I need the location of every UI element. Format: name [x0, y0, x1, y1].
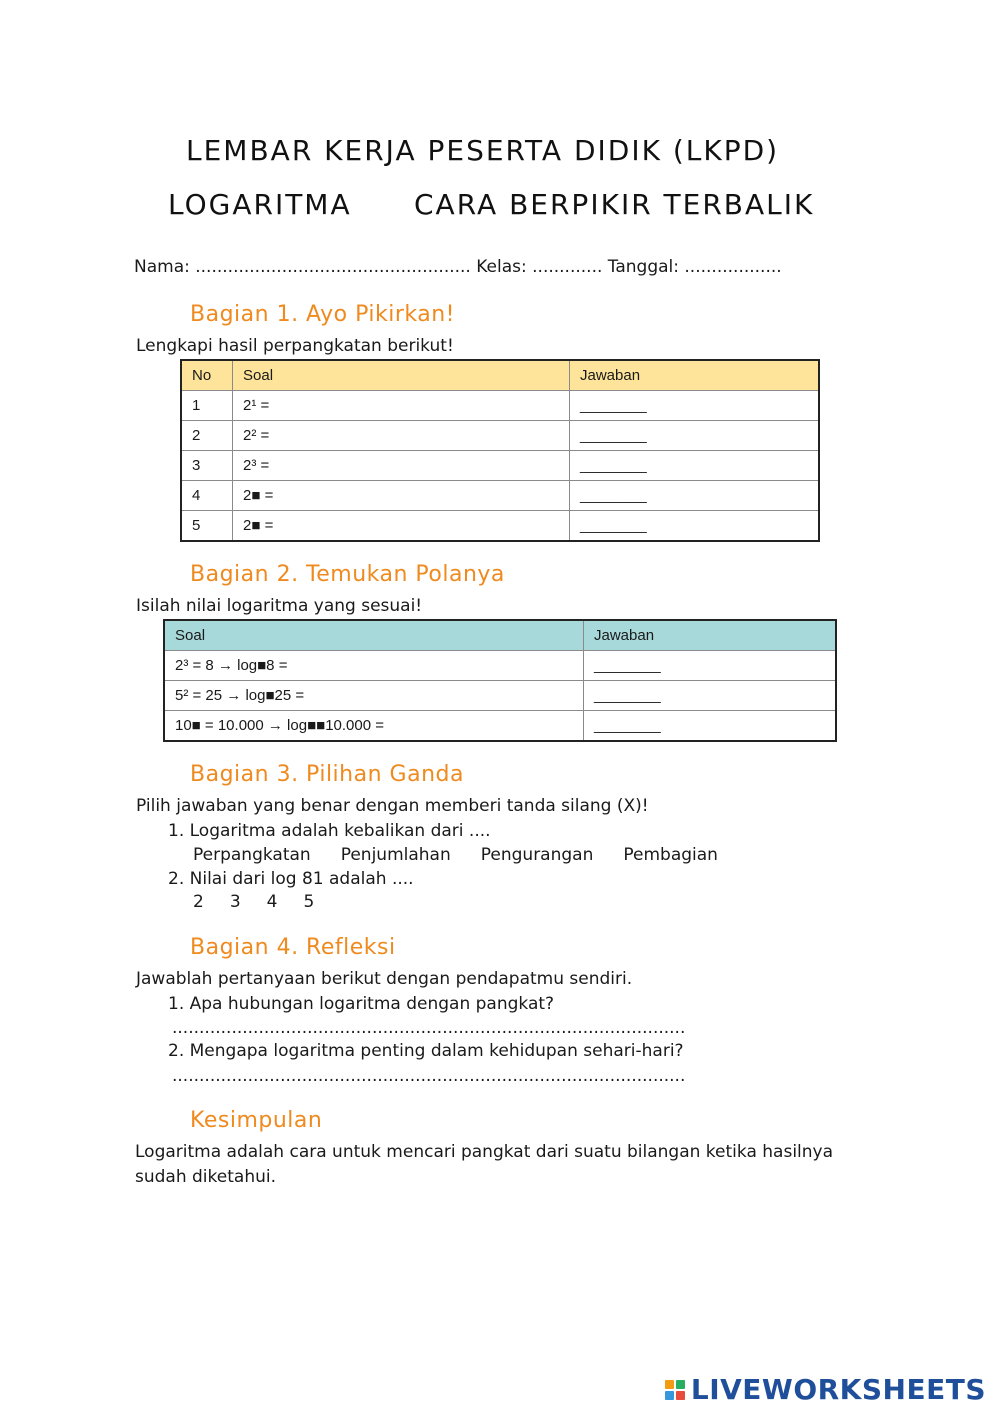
table-row [164, 711, 836, 742]
option-penjumlahan[interactable]: Penjumlahan [340, 845, 451, 865]
section-3-heading: Bagian 3. Pilihan Ganda [190, 762, 464, 787]
option-2[interactable]: 2 [193, 892, 204, 912]
section-1-instruction: Lengkapi hasil perpangkatan berikut! [136, 336, 454, 356]
answer-blank[interactable]: ________ [570, 391, 820, 421]
row-soal: 10■ = 10.000 → log■■10.000 = [164, 711, 584, 742]
option-pengurangan[interactable]: Pengurangan [480, 845, 594, 865]
section-4-instruction: Jawablah pertanyaan berikut dengan pendapatmu sendiri. [136, 969, 633, 989]
liveworksheets-logo[interactable] [665, 1373, 986, 1406]
answer-blank[interactable]: ________ [570, 421, 820, 451]
logarithm-table [163, 619, 837, 742]
logo-square-icon [676, 1391, 685, 1400]
row-no: 5 [181, 511, 233, 542]
row-soal: 2² = [233, 421, 570, 451]
reflection-answer-line-1[interactable]: ............................................................................................... [172, 1018, 686, 1038]
logarithm-table-header [164, 620, 836, 651]
logo-square-icon [676, 1380, 685, 1389]
answer-blank[interactable]: ________ [584, 651, 837, 681]
option-5[interactable]: 5 [303, 892, 315, 912]
option-perpangkatan[interactable]: Perpangkatan [193, 845, 311, 865]
answer-blank[interactable]: ________ [570, 511, 820, 542]
table-row [181, 511, 819, 542]
row-soal: 2¹ = [233, 391, 570, 421]
mc-question-2-options [193, 892, 344, 912]
logo-square-icon [665, 1380, 674, 1389]
row-no: 4 [181, 481, 233, 511]
student-info-line[interactable]: Nama: ................................................... Kelas: ............. Tanggal: .................. [134, 257, 782, 277]
answer-blank[interactable]: ________ [584, 711, 837, 742]
logo-square-icon [665, 1391, 674, 1400]
col-jawaban: Jawaban [584, 620, 837, 651]
conclusion-line-1: Logaritma adalah cara untuk mencari pangkat dari suatu bilangan ketika hasilnya [135, 1142, 834, 1162]
table-row [181, 421, 819, 451]
logo-grid-icon [665, 1380, 685, 1400]
title-line-2-right: CARA BERPIKIR TERBALIK [414, 188, 815, 221]
row-soal: 2³ = 8 → log■8 = [164, 651, 584, 681]
section-4-heading: Bagian 4. Refleksi [190, 935, 396, 960]
section-1-heading: Bagian 1. Ayo Pikirkan! [190, 302, 455, 327]
option-pembagian[interactable]: Pembagian [623, 845, 718, 865]
answer-blank[interactable]: ________ [570, 481, 820, 511]
col-soal: Soal [164, 620, 584, 651]
mc-question-1: 1. Logaritma adalah kebalikan dari .... [168, 821, 491, 841]
option-3[interactable]: 3 [229, 892, 241, 912]
col-soal: Soal [233, 360, 570, 391]
table-row [164, 681, 836, 711]
power-table [180, 359, 820, 542]
section-2-heading: Bagian 2. Temukan Polanya [190, 562, 505, 587]
row-no: 1 [181, 391, 233, 421]
table-row [164, 651, 836, 681]
conclusion-line-2: sudah diketahui. [135, 1167, 276, 1187]
reflection-question-1: 1. Apa hubungan logaritma dengan pangkat? [168, 994, 555, 1014]
title-line-2-left: LOGARITMA [168, 188, 352, 221]
section-2-instruction: Isilah nilai logaritma yang sesuai! [136, 596, 423, 616]
option-4[interactable]: 4 [266, 892, 278, 912]
col-jawaban: Jawaban [570, 360, 820, 391]
answer-blank[interactable]: ________ [584, 681, 837, 711]
conclusion-heading: Kesimpulan [190, 1108, 323, 1133]
row-soal: 2■ = [233, 511, 570, 542]
row-soal: 2³ = [233, 451, 570, 481]
table-row [181, 481, 819, 511]
table-row [181, 391, 819, 421]
mc-question-1-options [193, 845, 748, 865]
mc-question-2: 2. Nilai dari log 81 adalah .... [168, 869, 414, 889]
section-3-instruction: Pilih jawaban yang benar dengan memberi tanda silang (X)! [136, 796, 649, 816]
reflection-question-2: 2. Mengapa logaritma penting dalam kehidupan sehari-hari? [168, 1041, 684, 1061]
reflection-answer-line-2[interactable]: ............................................................................................... [172, 1066, 686, 1086]
row-no: 2 [181, 421, 233, 451]
row-soal: 2■ = [233, 481, 570, 511]
power-table-header [181, 360, 819, 391]
table-row [181, 451, 819, 481]
answer-blank[interactable]: ________ [570, 451, 820, 481]
row-no: 3 [181, 451, 233, 481]
title-line-1: LEMBAR KERJA PESERTA DIDIK (LKPD) [186, 134, 780, 167]
col-no: No [181, 360, 233, 391]
logo-text: LIVEWORKSHEETS [690, 1373, 986, 1406]
row-soal: 5² = 25 → log■25 = [164, 681, 584, 711]
